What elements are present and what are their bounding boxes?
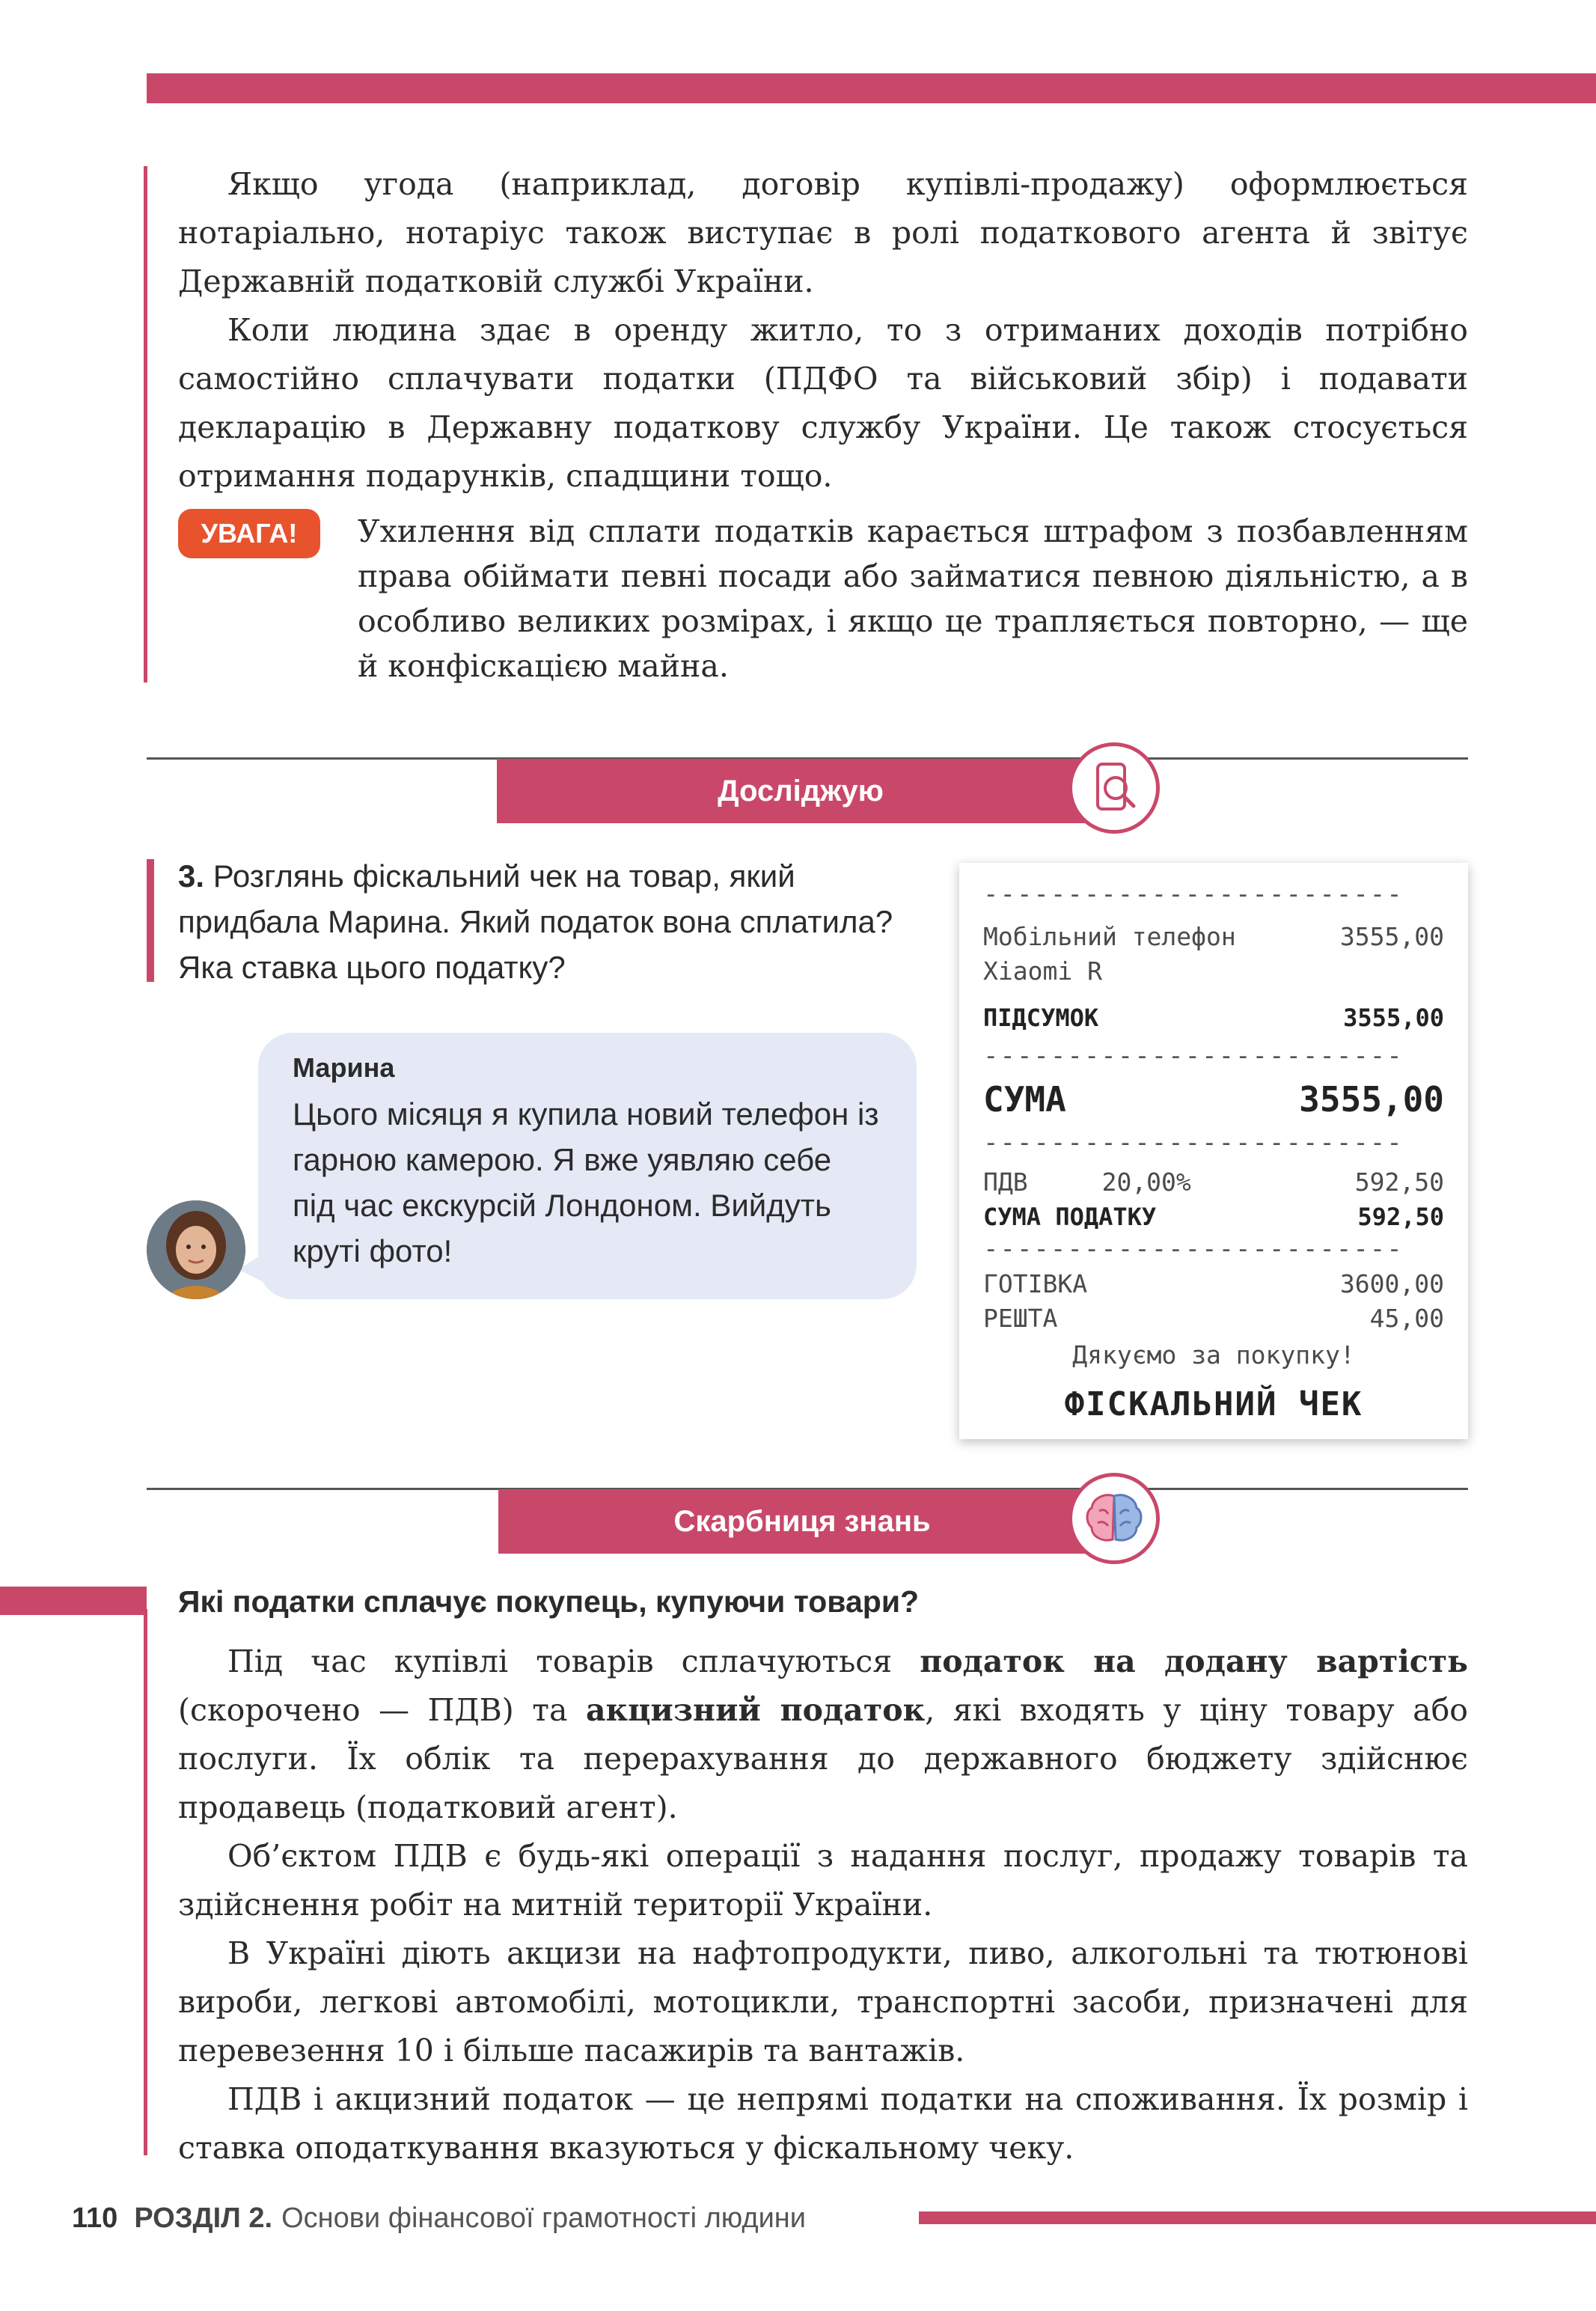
task-side-line [147,859,154,982]
receipt-item-price: 3555,00 [1339,922,1444,951]
receipt-item-row [983,920,1444,954]
left-accent-tab [0,1587,147,1615]
intro-paragraph-2: Коли людина здає в оренду житло, то з отриманих доходів потрібно самостійно сплачувати податки (ПДФО та військовий збір) і подавати декларацію в Державну податкову службу України. Це також стосується отримання подарунків, спадщини тощо. [178,312,1468,494]
speech-bubble [258,1033,917,1299]
receipt-thanks: Дякуємо за покупку! [1072,1340,1355,1370]
page-number: 110 [72,2202,118,2234]
receipt-divider: ------------------------- [983,879,1404,909]
knowledge-text [178,1637,1468,2173]
fiscal-receipt [959,863,1468,1439]
knowledge-side-line [144,1609,147,2155]
receipt-item-model: Xiaomi R [983,956,1102,986]
receipt-vat-row [983,1165,1444,1200]
receipt-subtotal-value: 3555,00 [1343,1004,1444,1032]
term-vat: податок на додану вартість [920,1643,1468,1679]
receipt-subtotal-row [983,1001,1444,1035]
bubble-text: Цього місяця я купила новий телефон із гарною камерою. Я вже уявляю себе під час екскурсій Лондоном. Вийдуть круті фото! [293,1096,879,1269]
receipt-sum-label: СУМА [983,1079,1066,1120]
receipt-vat-value: 592,50 [1354,1167,1444,1197]
knowledge-paragraph-1 [178,1637,1468,1832]
knowledge-p1-part: (скорочено — ПДВ) та [178,1692,586,1728]
task-question: Розглянь фіскальний чек на товар, який придбала Марина. Який податок вона сплатила? Яка ставка цього податку? [178,858,893,985]
avatar [147,1200,245,1299]
warning-text: Ухилення від сплати податків карається штрафом з позбавленням права обіймати певні посади або займатися певною діяльністю, а в особливо великих розмірах, і якщо це трапляється повторно, — ще й конфіскацією майна. [358,513,1468,684]
knowledge-paragraph-3: В Україні діють акцизи на нафтопродукти, пиво, алкогольні та тютюнові вироби, легкові автомобілі, мотоцикли, транспортні засоби, призначені для перевезення 10 і більше пасажирів та вантажів. [178,1935,1468,2069]
phone-search-icon [1068,742,1160,834]
receipt-change-label: РЕШТА [983,1304,1058,1333]
intro-text [178,160,1468,501]
receipt-divider: ------------------------- [983,1128,1404,1158]
knowledge-paragraph-4: ПДВ і акцизний податок — це непрямі податки на споживання. Їх розмір і ставка оподаткування вказуються у фіскальному чеку. [178,2081,1468,2166]
intro-side-line [144,166,147,683]
section-title-knowledge: Скарбниця знань [498,1489,1106,1554]
receipt-tax-sum-row [983,1200,1444,1234]
receipt-item-name: Мобільний телефон [983,922,1236,951]
receipt-tax-sum-label: СУМА ПОДАТКУ [983,1203,1157,1231]
bubble-author: Марина [293,1052,395,1083]
task-text [178,853,926,990]
receipt-item-model-row [983,954,1444,989]
receipt-sum-row [983,1071,1444,1128]
knowledge-p1-part: , які входять у ціну товару або послуги. Їх облік та перерахування до державного бюджету здійснює продавець (податковий агент). [178,1692,1468,1825]
knowledge-p1-part: Під час купівлі товарів сплачуються [227,1643,920,1679]
knowledge-paragraph-2: Об’єктом ПДВ є будь-які операції з надання послуг, продажу товарів та здійснення робіт на митній території України. [178,1838,1468,1923]
receipt-title: ФІСКАЛЬНИЙ ЧЕК [1064,1385,1363,1423]
top-accent-bar [147,73,1596,103]
receipt-cash-label: ГОТІВКА [983,1269,1088,1298]
receipt-subtotal-label: ПІДСУМОК [983,1004,1099,1032]
task-number: 3. [178,858,205,894]
receipt-divider: ------------------------- [983,1234,1404,1264]
footer-accent-bar [919,2211,1596,2224]
chapter-title: Основи фінансової грамотності людини [281,2202,807,2234]
receipt-vat-label: ПДВ [983,1167,1028,1197]
receipt-tax-sum-value: 592,50 [1357,1203,1444,1231]
receipt-cash-value: 3600,00 [1339,1269,1444,1298]
brain-icon [1068,1473,1160,1564]
term-excise: акцизний податок [585,1692,926,1728]
knowledge-heading: Які податки сплачує покупець, купуючи товари? [178,1584,920,1619]
receipt-change-row [983,1301,1444,1336]
receipt-sum-value: 3555,00 [1299,1079,1444,1120]
receipt-cash-row [983,1267,1444,1301]
page-footer [72,2196,806,2241]
section-title-research: Досліджую [497,759,1104,823]
receipt-change-value: 45,00 [1369,1304,1444,1333]
receipt-divider: ------------------------- [983,1041,1404,1071]
warning-badge: УВАГА! [178,509,320,558]
receipt-vat-rate: 20,00% [1101,1167,1191,1197]
intro-paragraph-1: Якщо угода (наприклад, договір купівлі-продажу) оформлюється нотаріально, нотаріус також виступає в ролі податкового агента й звітує Державній податковій службі України. [178,166,1468,299]
chapter-label: РОЗДІЛ 2. [134,2202,273,2234]
